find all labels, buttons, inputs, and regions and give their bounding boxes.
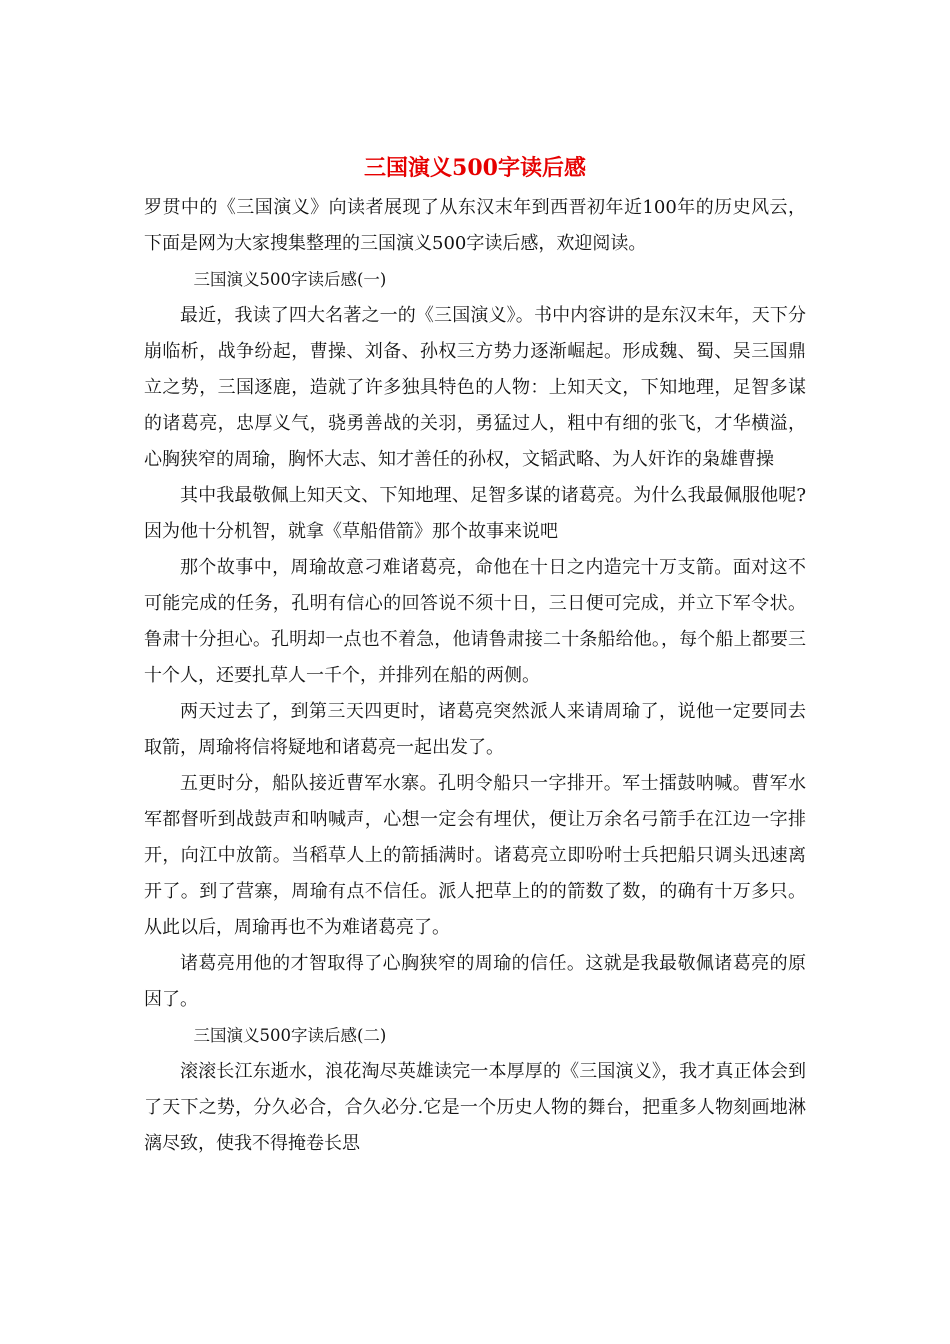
section-2-paragraph: 滚滚长江东逝水，浪花淘尽英雄读完一本厚厚的《三国演义》，我才真正体会到了天下之势，分久必合，合久必分.它是一个历史人物的舞台，把重多人物刻画地淋漓尽致，使我不得掩卷长思	[144, 1061, 806, 1154]
section-1-paragraph: 最近，我读了四大名著之一的《三国演义》。书中内容讲的是东汉末年，天下分崩临析，战争纷起，曹操、刘备、孙权三方势力逐渐崛起。形成魏、蜀、吴三国鼎立之势，三国逐鹿，造就了许多独具特色的人物：上知天文，下知地理，足智多谋的诸葛亮，忠厚义气，骁勇善战的关羽，勇猛过人，粗中有细的张飞，才华横溢，心胸狭窄的周瑜，胸怀大志、知才善任的孙权，文韬武略、为人奸诈的枭雄曹操	[144, 305, 806, 470]
document-page	[144, 150, 806, 1162]
section-1-paragraph: 诸葛亮用他的才智取得了心胸狭窄的周瑜的信任。这就是我最敬佩诸葛亮的原因了。	[144, 953, 806, 1010]
section-1-paragraph: 那个故事中，周瑜故意刁难诸葛亮，命他在十日之内造完十万支箭。面对这不可能完成的任务，孔明有信心的回答说不须十日，三日便可完成，并立下军令状。鲁肃十分担心。孔明却一点也不着急，他请鲁肃接二十条船给他。，每个船上都要三十个人，还要扎草人一千个，并排列在船的两侧。	[144, 557, 806, 686]
section-1-paragraph: 五更时分，船队接近曹军水寨。孔明令船只一字排开。军士擂鼓呐喊。曹军水军都督听到战鼓声和呐喊声，心想一定会有埋伏，便让万余名弓箭手在江边一字排开，向江中放箭。当稻草人上的箭插满时。诸葛亮立即吩咐士兵把船只调头迅速离开了。到了营寨，周瑜有点不信任。派人把草上的的箭数了数，的确有十万多只。从此以后，周瑜再也不为难诸葛亮了。	[144, 773, 806, 938]
intro-paragraph: 罗贯中的《三国演义》向读者展现了从东汉末年到西晋初年近100年的历史风云，下面是网为大家搜集整理的三国演义500字读后感，欢迎阅读。	[144, 197, 806, 254]
document-title: 三国演义500字读后感	[364, 155, 586, 181]
section-1-heading: 三国演义500字读后感(一)	[193, 270, 387, 289]
section-2-heading: 三国演义500字读后感(二)	[193, 1026, 387, 1045]
section-1-paragraph: 其中我最敬佩上知天文、下知地理、足智多谋的诸葛亮。为什么我最佩服他呢?因为他十分机智，就拿《草船借箭》那个故事来说吧	[144, 485, 806, 542]
section-1-paragraph: 两天过去了，到第三天四更时，诸葛亮突然派人来请周瑜了，说他一定要同去取箭，周瑜将信将疑地和诸葛亮一起出发了。	[144, 701, 806, 758]
